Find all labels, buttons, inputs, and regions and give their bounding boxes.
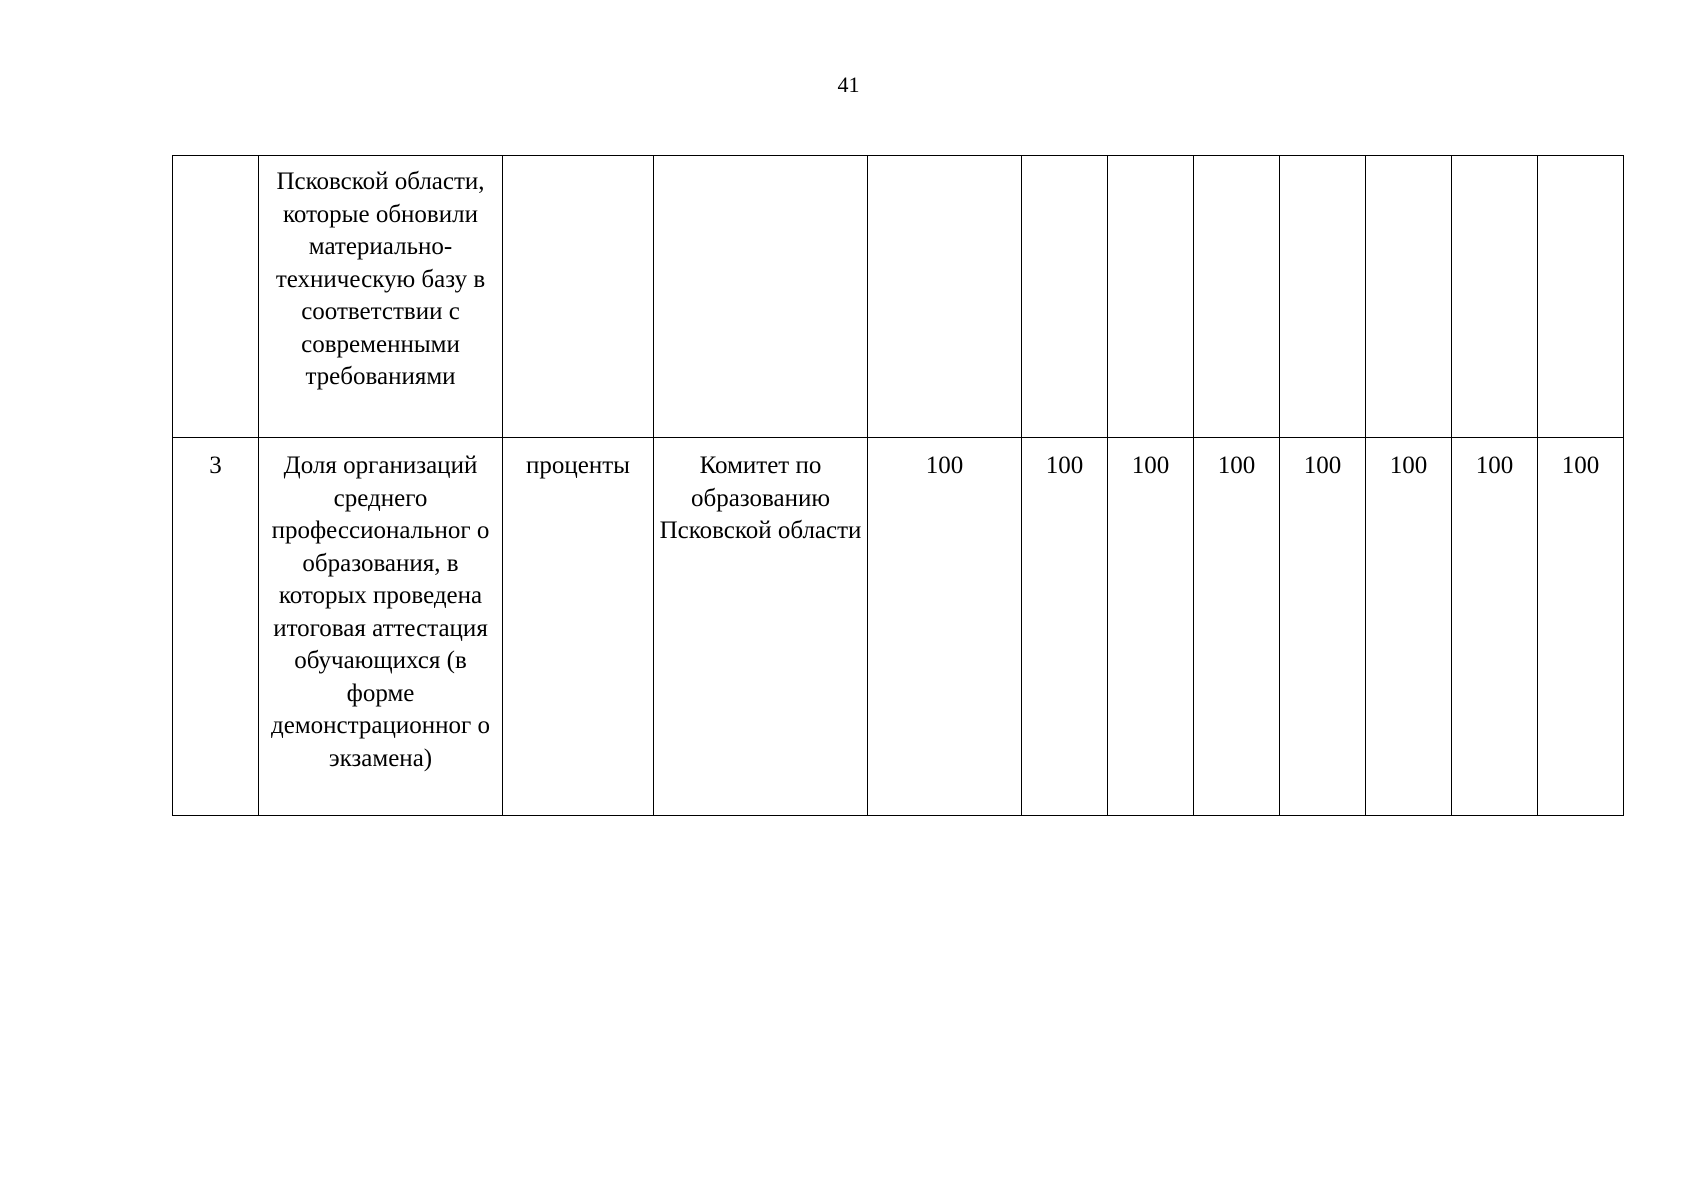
indicator-cell: Доля организаций среднего профессиональног о образования, в которых проведена итоговая аттестация обучающихся (в форме демонстрационног о экзамена) [259,438,503,816]
unit-cell: проценты [503,438,654,816]
responsible-cell: Комитет по образованию Псковской области [654,438,868,816]
value-cell [1366,156,1452,438]
value-cell: 100 [1538,438,1624,816]
value-cell [868,156,1022,438]
value-cell: 100 [868,438,1022,816]
indicators-table [172,155,1624,816]
value-cell [1280,156,1366,438]
table-row [173,438,1624,816]
value-cell: 100 [1108,438,1194,816]
value-cell [1108,156,1194,438]
unit-cell [503,156,654,438]
value-cell: 100 [1452,438,1538,816]
value-cell: 100 [1194,438,1280,816]
indicator-cell: Псковской области, которые обновили материально-техническую базу в соответствии с современными требованиями [259,156,503,438]
page-number: 41 [837,72,860,97]
value-cell: 100 [1022,438,1108,816]
responsible-cell [654,156,868,438]
value-cell [1452,156,1538,438]
table-row [173,156,1624,438]
value-cell: 100 [1280,438,1366,816]
row-number-cell [173,156,259,438]
row-number-cell: 3 [173,438,259,816]
value-cell [1538,156,1624,438]
value-cell [1194,156,1280,438]
value-cell: 100 [1366,438,1452,816]
value-cell [1022,156,1108,438]
